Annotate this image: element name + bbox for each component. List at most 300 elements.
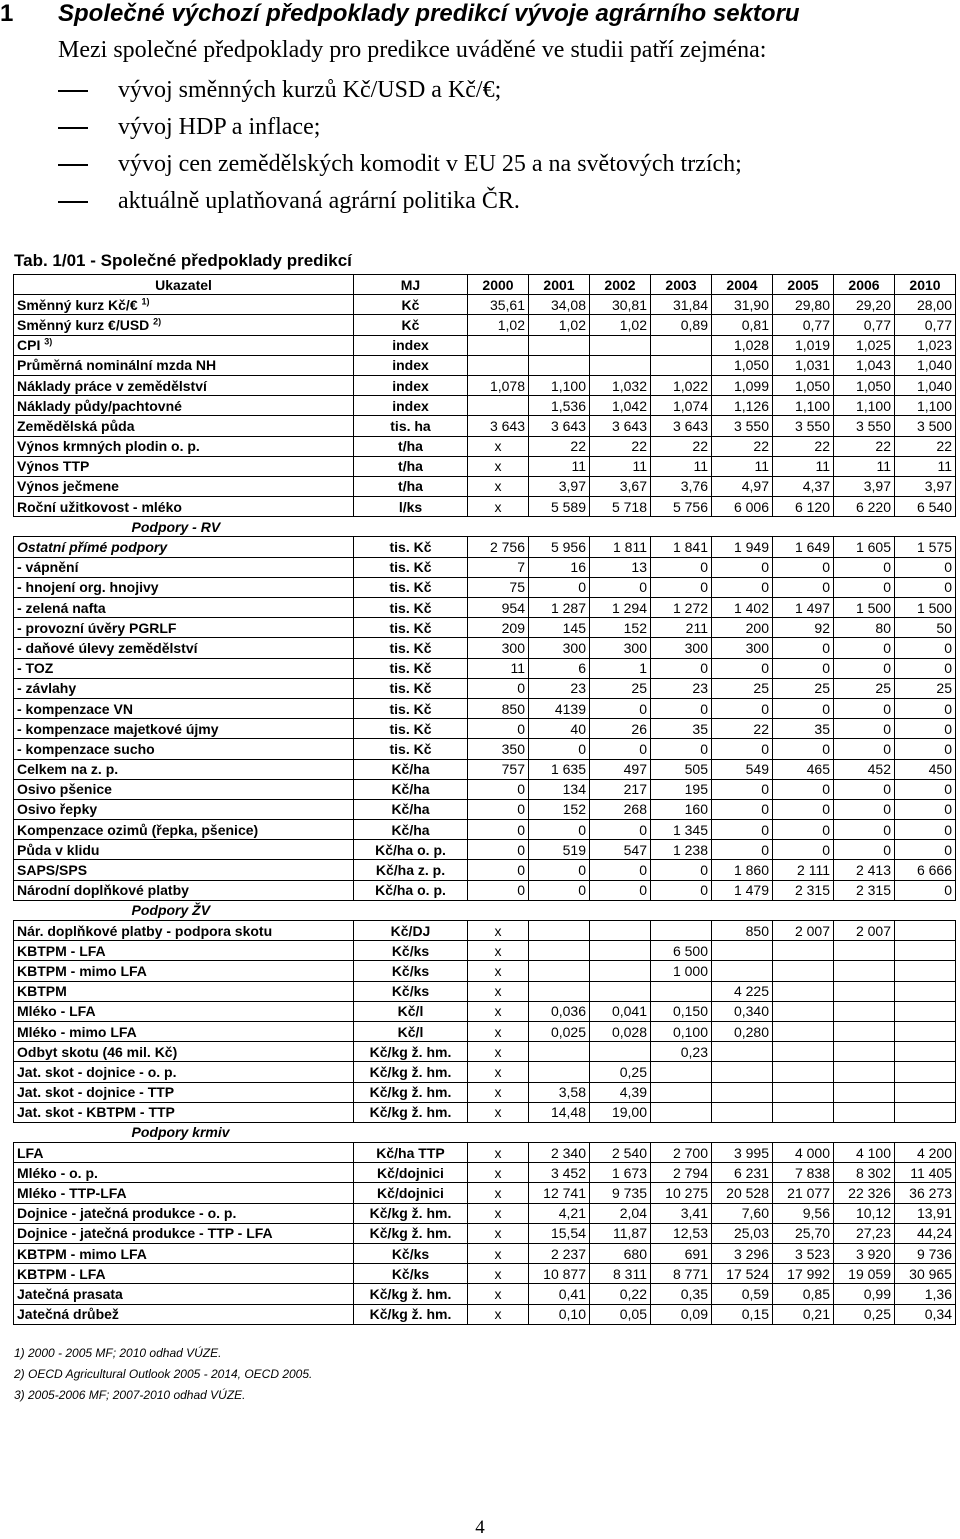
value-cell: 0,25	[834, 1304, 895, 1324]
value-cell: 3,67	[590, 476, 651, 496]
row-label	[14, 779, 354, 799]
row-label	[14, 1102, 354, 1122]
value-cell: 1 287	[529, 598, 590, 618]
row-label	[14, 1284, 354, 1304]
table-row	[14, 860, 956, 880]
value-cell: 757	[468, 759, 529, 779]
value-cell	[834, 1102, 895, 1122]
value-cell: 11	[590, 456, 651, 476]
value-cell: 1 345	[651, 820, 712, 840]
unit-cell: Kč/DJ	[354, 921, 468, 941]
value-cell: 1 811	[590, 537, 651, 557]
value-cell	[712, 961, 773, 981]
value-cell: 4 225	[712, 981, 773, 1001]
table-row	[14, 799, 956, 819]
value-cell: 26	[590, 719, 651, 739]
table-header-row	[14, 275, 956, 295]
value-cell: x	[468, 961, 529, 981]
value-cell: 0	[895, 557, 956, 577]
table-row	[14, 618, 956, 638]
value-cell: 3,97	[834, 476, 895, 496]
value-cell: 300	[712, 638, 773, 658]
value-cell: 0	[773, 799, 834, 819]
value-cell	[529, 981, 590, 1001]
value-cell: 4139	[529, 698, 590, 718]
table-row	[14, 678, 956, 698]
value-cell: 3 296	[712, 1244, 773, 1264]
table-row	[14, 315, 956, 335]
row-label	[14, 1183, 354, 1203]
row-label-text: Osivo pšenice	[17, 781, 112, 798]
value-cell: 2 007	[773, 921, 834, 941]
value-cell: 350	[468, 739, 529, 759]
value-cell: 13,91	[895, 1203, 956, 1223]
column-header: MJ	[354, 275, 468, 295]
table-caption: Tab. 1/01 - Společné předpoklady predikcí	[14, 251, 352, 270]
value-cell: 29,80	[773, 295, 834, 315]
value-cell: 11	[468, 658, 529, 678]
value-cell: 3 523	[773, 1244, 834, 1264]
table-row	[14, 1001, 956, 1021]
column-header: Ukazatel	[14, 275, 354, 295]
list-item-text: vývoj cen zemědělských komodit v EU 25 a na světových trzích;	[118, 151, 742, 177]
value-cell: 0,041	[590, 1001, 651, 1021]
value-cell: 4 100	[834, 1143, 895, 1163]
value-cell: 2,04	[590, 1203, 651, 1223]
value-cell: 50	[895, 618, 956, 638]
table-row	[14, 638, 956, 658]
unit-cell: tis. Kč	[354, 638, 468, 658]
unit-cell: l/ks	[354, 497, 468, 517]
value-cell: x	[468, 1001, 529, 1021]
dash-bullet-icon	[58, 127, 88, 129]
unit-cell: Kč/dojnici	[354, 1183, 468, 1203]
row-label-text: Roční užitkovost - mléko	[17, 498, 182, 515]
value-cell: 1,042	[590, 396, 651, 416]
assumption-list	[58, 76, 742, 224]
table-row	[14, 1082, 956, 1102]
value-cell: 12 741	[529, 1183, 590, 1203]
value-cell: 31,90	[712, 295, 773, 315]
unit-cell: Kč/kg ž. hm.	[354, 1102, 468, 1122]
value-cell	[895, 961, 956, 981]
value-cell: 0	[712, 840, 773, 860]
value-cell: 19 059	[834, 1264, 895, 1284]
value-cell	[468, 335, 529, 355]
footnote: 3) 2005-2006 MF; 2007-2010 odhad VÚZE.	[14, 1388, 246, 1402]
unit-cell: Kč/ha o. p.	[354, 880, 468, 900]
section-spacer	[468, 517, 956, 537]
value-cell	[834, 941, 895, 961]
row-label	[14, 1163, 354, 1183]
value-cell: x	[468, 1082, 529, 1102]
value-cell	[712, 941, 773, 961]
value-cell: 25	[834, 678, 895, 698]
value-cell: 0	[590, 860, 651, 880]
row-label	[14, 335, 354, 355]
value-cell: 80	[834, 618, 895, 638]
value-cell: 2 700	[651, 1143, 712, 1163]
value-cell: 1 635	[529, 759, 590, 779]
list-item-text: vývoj HDP a inflace;	[118, 114, 321, 140]
table-row	[14, 375, 956, 395]
table-row	[14, 476, 956, 496]
dash-bullet-icon	[58, 201, 88, 203]
row-label	[14, 1143, 354, 1163]
unit-cell: Kč	[354, 295, 468, 315]
value-cell: 44,24	[895, 1223, 956, 1243]
value-cell: x	[468, 1304, 529, 1324]
value-cell: 0,34	[895, 1304, 956, 1324]
value-cell: 4,39	[590, 1082, 651, 1102]
value-cell: 3 550	[712, 416, 773, 436]
value-cell: 0	[895, 840, 956, 860]
section-spacer	[468, 900, 956, 920]
value-cell: 1,126	[712, 396, 773, 416]
value-cell	[529, 961, 590, 981]
value-cell: 1,100	[895, 396, 956, 416]
row-label	[14, 295, 354, 315]
value-cell: 2 540	[590, 1143, 651, 1163]
value-cell: 34,08	[529, 295, 590, 315]
table-row	[14, 658, 956, 678]
value-cell: 1,02	[590, 315, 651, 335]
value-cell: 0,036	[529, 1001, 590, 1021]
value-cell: 1,050	[834, 375, 895, 395]
value-cell: 0	[834, 658, 895, 678]
value-cell: 25,03	[712, 1223, 773, 1243]
value-cell: 0	[895, 799, 956, 819]
value-cell: x	[468, 941, 529, 961]
table-row	[14, 577, 956, 597]
row-label-text: KBTPM - mimo LFA	[17, 1245, 147, 1262]
row-label	[14, 1062, 354, 1082]
value-cell: 0,340	[712, 1001, 773, 1021]
table-row	[14, 880, 956, 900]
value-cell	[834, 961, 895, 981]
unit-cell: index	[354, 355, 468, 375]
value-cell: 22 326	[834, 1183, 895, 1203]
row-label	[14, 921, 354, 941]
value-cell: 0	[529, 739, 590, 759]
row-label	[14, 577, 354, 597]
value-cell: 0	[651, 557, 712, 577]
unit-cell: Kč/ks	[354, 1244, 468, 1264]
row-label	[14, 1001, 354, 1021]
value-cell	[834, 1042, 895, 1062]
row-label-text: KBTPM - mimo LFA	[17, 962, 147, 979]
row-label	[14, 557, 354, 577]
row-label	[14, 1203, 354, 1223]
row-label-text: Jatečná drůbež	[17, 1306, 119, 1323]
value-cell: 29,20	[834, 295, 895, 315]
value-cell: 0	[590, 698, 651, 718]
list-item	[58, 187, 742, 224]
value-cell: 6 006	[712, 497, 773, 517]
value-cell: 7 838	[773, 1163, 834, 1183]
value-cell	[773, 1062, 834, 1082]
value-cell: x	[468, 1021, 529, 1041]
value-cell	[895, 1021, 956, 1041]
value-cell: 8 311	[590, 1264, 651, 1284]
value-cell	[590, 1042, 651, 1062]
value-cell: 11	[529, 456, 590, 476]
value-cell: 3 550	[773, 416, 834, 436]
value-cell: 1,043	[834, 355, 895, 375]
value-cell: 0	[712, 577, 773, 597]
value-cell: 0	[651, 880, 712, 900]
value-cell: 10 275	[651, 1183, 712, 1203]
value-cell: x	[468, 1183, 529, 1203]
value-cell: 1,02	[468, 315, 529, 335]
value-cell	[895, 1042, 956, 1062]
value-cell: 1,099	[712, 375, 773, 395]
value-cell: 3 643	[590, 416, 651, 436]
value-cell: 0,028	[590, 1021, 651, 1041]
value-cell: 9 735	[590, 1183, 651, 1203]
value-cell: 0,59	[712, 1284, 773, 1304]
column-header: 2006	[834, 275, 895, 295]
row-label	[14, 941, 354, 961]
value-cell: 3 995	[712, 1143, 773, 1163]
value-cell	[773, 1102, 834, 1122]
value-cell: 0	[773, 557, 834, 577]
value-cell: 850	[712, 921, 773, 941]
unit-cell: Kč/ha	[354, 779, 468, 799]
value-cell: 22	[529, 436, 590, 456]
value-cell: 0,150	[651, 1001, 712, 1021]
value-cell: 1 649	[773, 537, 834, 557]
row-label-text: Náklady práce v zemědělství	[17, 377, 207, 394]
unit-cell: Kč/ks	[354, 941, 468, 961]
value-cell	[590, 961, 651, 981]
value-cell: 7	[468, 557, 529, 577]
row-label	[14, 375, 354, 395]
value-cell: 1 673	[590, 1163, 651, 1183]
value-cell	[895, 1102, 956, 1122]
value-cell	[895, 1001, 956, 1021]
value-cell: 2 340	[529, 1143, 590, 1163]
section-spacer	[468, 1122, 956, 1142]
value-cell: 35	[773, 719, 834, 739]
value-cell: 75	[468, 577, 529, 597]
value-cell: 0,77	[834, 315, 895, 335]
value-cell: 0	[773, 698, 834, 718]
value-cell: 1	[590, 658, 651, 678]
value-cell: 36 273	[895, 1183, 956, 1203]
value-cell: 8 302	[834, 1163, 895, 1183]
value-cell: 0	[834, 557, 895, 577]
value-cell: 25	[895, 678, 956, 698]
row-label	[14, 315, 354, 335]
table-row	[14, 739, 956, 759]
row-label	[14, 396, 354, 416]
section-title: Podpory krmiv	[14, 1122, 468, 1142]
section-title: Podpory - RV	[14, 517, 468, 537]
row-label	[14, 436, 354, 456]
row-label-text: Jat. skot - dojnice - TTP	[17, 1084, 175, 1101]
value-cell: 0,025	[529, 1021, 590, 1041]
unit-cell: tis. Kč	[354, 678, 468, 698]
value-cell: 30,81	[590, 295, 651, 315]
table-row	[14, 1163, 956, 1183]
value-cell	[834, 1001, 895, 1021]
row-label-text: - kompenzace VN	[17, 700, 133, 717]
value-cell: 211	[651, 618, 712, 638]
row-label-text: - kompenzace majetkové újmy	[17, 720, 219, 737]
value-cell: 22	[590, 436, 651, 456]
value-cell: 1,031	[773, 355, 834, 375]
value-cell: 0	[834, 779, 895, 799]
value-cell: 3,97	[895, 476, 956, 496]
unit-cell: index	[354, 375, 468, 395]
unit-cell: Kč/kg ž. hm.	[354, 1042, 468, 1062]
value-cell: 268	[590, 799, 651, 819]
value-cell: 300	[468, 638, 529, 658]
row-label	[14, 476, 354, 496]
unit-cell: tis. Kč	[354, 598, 468, 618]
value-cell: 6 500	[651, 941, 712, 961]
value-cell: 0	[712, 739, 773, 759]
row-label	[14, 880, 354, 900]
value-cell: 0,10	[529, 1304, 590, 1324]
value-cell: 0,77	[895, 315, 956, 335]
value-cell: 0,100	[651, 1021, 712, 1041]
value-cell: 0	[468, 799, 529, 819]
value-cell: 21 077	[773, 1183, 834, 1203]
value-cell: 16	[529, 557, 590, 577]
table-row	[14, 1203, 956, 1223]
value-cell: 6	[529, 658, 590, 678]
table-row	[14, 961, 956, 981]
value-cell: 0,15	[712, 1304, 773, 1324]
value-cell: 0,41	[529, 1284, 590, 1304]
value-cell: 6 540	[895, 497, 956, 517]
value-cell: 7,60	[712, 1203, 773, 1223]
value-cell	[529, 941, 590, 961]
row-label-text: Ostatní přímé podpory	[17, 539, 168, 556]
value-cell: 22	[712, 436, 773, 456]
value-cell: x	[468, 436, 529, 456]
value-cell: 0	[895, 698, 956, 718]
value-cell	[712, 1082, 773, 1102]
value-cell: 10 877	[529, 1264, 590, 1284]
value-cell: 11	[651, 456, 712, 476]
value-cell	[529, 921, 590, 941]
value-cell: 300	[590, 638, 651, 658]
value-cell	[834, 1021, 895, 1041]
value-cell: 0,23	[651, 1042, 712, 1062]
value-cell: 25	[712, 678, 773, 698]
row-label-text: - daňové úlevy zemědělství	[17, 639, 198, 656]
value-cell: 1,100	[773, 396, 834, 416]
value-cell: 0	[834, 638, 895, 658]
value-cell: 1 497	[773, 598, 834, 618]
table-row	[14, 598, 956, 618]
value-cell: 0	[895, 739, 956, 759]
value-cell: 13	[590, 557, 651, 577]
row-label-text: - provozní úvěry PGRLF	[17, 619, 177, 636]
value-cell: 300	[529, 638, 590, 658]
table-row	[14, 1183, 956, 1203]
value-cell	[651, 335, 712, 355]
chapter-title: Společné výchozí předpoklady predikcí vývoje agrárního sektoru	[58, 0, 800, 27]
value-cell: 0	[529, 577, 590, 597]
row-label	[14, 678, 354, 698]
value-cell: 0,81	[712, 315, 773, 335]
value-cell: 0,85	[773, 1284, 834, 1304]
value-cell: 0	[712, 658, 773, 678]
table-row	[14, 416, 956, 436]
value-cell: 1 238	[651, 840, 712, 860]
column-header: 2001	[529, 275, 590, 295]
section-row	[14, 517, 956, 537]
row-label	[14, 537, 354, 557]
value-cell	[773, 981, 834, 1001]
footnotes	[14, 1343, 312, 1406]
value-cell: 0	[712, 779, 773, 799]
value-cell: 0	[773, 638, 834, 658]
row-label-text: - TOZ	[17, 660, 54, 677]
value-cell: 0,99	[834, 1284, 895, 1304]
value-cell: 19,00	[590, 1102, 651, 1122]
row-label	[14, 1304, 354, 1324]
value-cell	[895, 921, 956, 941]
column-header: 2004	[712, 275, 773, 295]
value-cell: 22	[834, 436, 895, 456]
row-label	[14, 1264, 354, 1284]
value-cell: 0,22	[590, 1284, 651, 1304]
row-label	[14, 355, 354, 375]
value-cell: 1 841	[651, 537, 712, 557]
value-cell: 3 920	[834, 1244, 895, 1264]
value-cell: 1,032	[590, 375, 651, 395]
value-cell: 0,89	[651, 315, 712, 335]
row-label-text: - vápnění	[17, 559, 79, 576]
value-cell: 0	[773, 739, 834, 759]
value-cell: 1,022	[651, 375, 712, 395]
row-label	[14, 1082, 354, 1102]
value-cell: 92	[773, 618, 834, 638]
value-cell: 3,58	[529, 1082, 590, 1102]
table-row	[14, 1264, 956, 1284]
unit-cell: tis. Kč	[354, 577, 468, 597]
value-cell: 22	[651, 436, 712, 456]
unit-cell: tis. Kč	[354, 739, 468, 759]
unit-cell: Kč/ha o. p.	[354, 840, 468, 860]
value-cell: 5 718	[590, 497, 651, 517]
value-cell: 954	[468, 598, 529, 618]
value-cell: 6 666	[895, 860, 956, 880]
table-row	[14, 355, 956, 375]
value-cell: 1,019	[773, 335, 834, 355]
row-label	[14, 698, 354, 718]
unit-cell: Kč/ks	[354, 1264, 468, 1284]
value-cell: 5 756	[651, 497, 712, 517]
row-label-text: Jat. skot - dojnice - o. p.	[17, 1063, 177, 1080]
unit-cell: Kč/kg ž. hm.	[354, 1062, 468, 1082]
value-cell: 0	[590, 739, 651, 759]
value-cell: 11,87	[590, 1223, 651, 1243]
value-cell	[773, 1001, 834, 1021]
value-cell: 497	[590, 759, 651, 779]
value-cell: 200	[712, 618, 773, 638]
row-label	[14, 416, 354, 436]
value-cell: 1,078	[468, 375, 529, 395]
row-label	[14, 759, 354, 779]
row-label	[14, 739, 354, 759]
value-cell: 10,12	[834, 1203, 895, 1223]
